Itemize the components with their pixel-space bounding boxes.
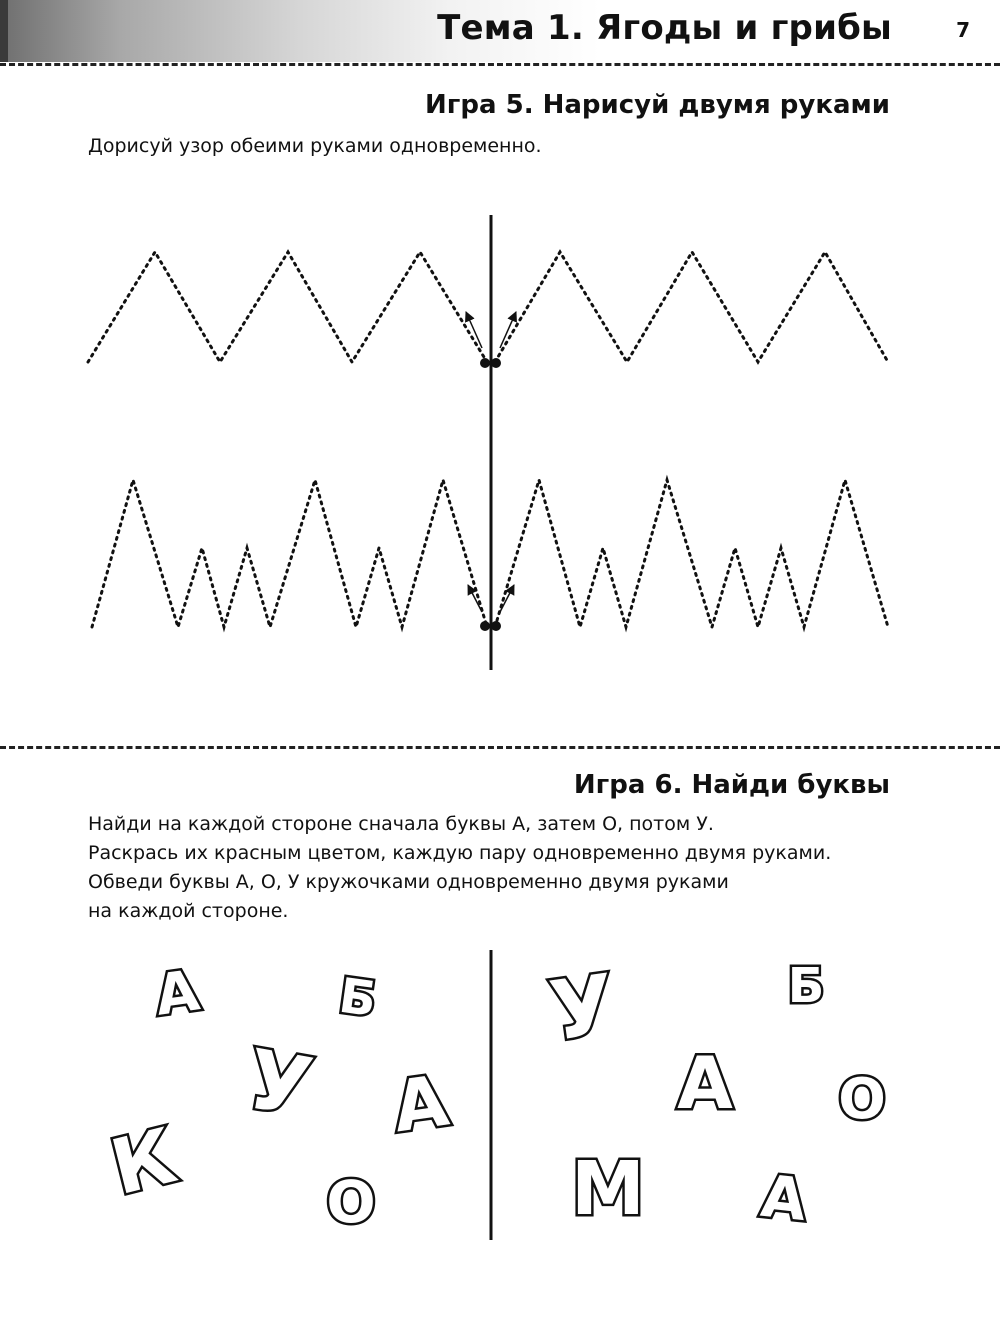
pattern-row1-left[interactable]	[88, 252, 487, 362]
right-letter-a2[interactable]: А	[757, 1161, 810, 1235]
game5-instruction: Дорисуй узор обеими руками одновременно.	[88, 135, 542, 157]
game6-title: Игра 6. Найди буквы	[573, 770, 890, 800]
left-letter-b[interactable]: Б	[335, 967, 380, 1029]
left-letter-k[interactable]: К	[102, 1110, 185, 1213]
section-divider	[0, 746, 1000, 749]
pattern-row2-right[interactable]	[495, 480, 888, 627]
right-letter-b[interactable]: Б	[787, 958, 825, 1014]
game6-instruction-line-2: Раскрась их красным цветом, каждую пару одновременно двумя руками.	[88, 842, 832, 864]
page-number: 7	[956, 18, 970, 42]
left-letter-o[interactable]: О	[326, 1168, 376, 1236]
right-letter-m[interactable]: М	[571, 1146, 645, 1232]
game5-title: Игра 5. Нарисуй двумя руками	[425, 90, 890, 120]
game6-instruction-line-1: Найди на каждой стороне сначала буквы А, затем О, потом У.	[88, 813, 714, 835]
right-letter-u[interactable]: У	[544, 957, 621, 1060]
left-letter-a1[interactable]: А	[151, 958, 204, 1029]
left-letter-u[interactable]: У	[239, 1032, 319, 1137]
right-letter-o[interactable]: О	[838, 1067, 886, 1132]
game6-instruction-line-4: на каждой стороне.	[88, 900, 289, 922]
right-letter-a1[interactable]: А	[677, 1041, 733, 1125]
pattern-row2-left[interactable]	[92, 480, 487, 627]
pattern-row1-right[interactable]	[495, 252, 888, 362]
game6-instruction-line-3: Обведи буквы А, О, У кружочками одновременно двумя руками	[88, 871, 729, 893]
topic-title: Тема 1. Ягоды и грибы	[437, 8, 892, 48]
left-letter-a2[interactable]: А	[388, 1059, 454, 1149]
